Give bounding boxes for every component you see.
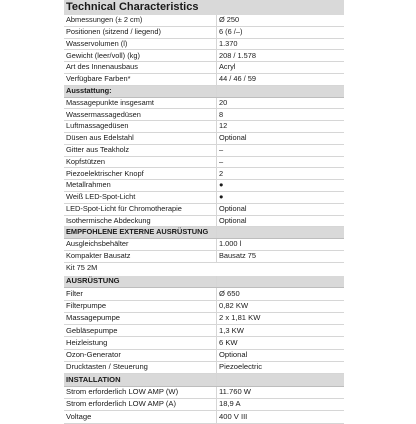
row-value: 12 xyxy=(217,121,345,133)
table-row xyxy=(64,203,344,215)
row-label: Heizleistung xyxy=(64,337,217,349)
row-value: – xyxy=(217,156,345,168)
row-label: Positionen (sitzend / liegend) xyxy=(64,26,217,38)
row-value: 400 V III xyxy=(217,411,345,423)
row-value: 1.000 l xyxy=(217,239,345,251)
section-title: EMPFOHLENE EXTERNE AUSRÜSTUNG xyxy=(64,227,217,239)
table-row xyxy=(64,168,344,180)
row-label: Isothermische Abdeckung xyxy=(64,215,217,227)
row-value: Optional xyxy=(217,132,345,144)
row-value: Optional xyxy=(217,203,345,215)
row-value: 2 xyxy=(217,168,345,180)
row-label: Abmessungen (± 2 cm) xyxy=(64,15,217,26)
table-row xyxy=(64,250,344,262)
kit-label: Kit 75 2M xyxy=(66,263,98,272)
table-row xyxy=(64,398,344,410)
table-row xyxy=(64,215,344,227)
row-value: Ø 250 xyxy=(217,15,345,26)
row-value: 6 (6 /–) xyxy=(217,26,345,38)
table-row xyxy=(64,62,344,74)
section-header-row xyxy=(64,227,344,239)
row-value: Acryl xyxy=(217,62,345,74)
row-value: 0,82 KW xyxy=(217,300,345,312)
row-value: 8 xyxy=(217,109,345,121)
table-row xyxy=(64,325,344,337)
section-header-row xyxy=(64,374,344,386)
row-value: 1,3 KW xyxy=(217,325,345,337)
row-value xyxy=(217,85,345,97)
row-label: Voltage xyxy=(64,411,217,423)
row-label: Strom erforderlich LOW AMP (W) xyxy=(64,386,217,398)
row-label: LED-Spot-Licht für Chromotherapie xyxy=(64,203,217,215)
row-value: Piezoelectric xyxy=(217,362,345,374)
section-header-row xyxy=(64,276,344,288)
section-title: Ausstattung: xyxy=(64,85,217,97)
row-label: Massagepumpe xyxy=(64,312,217,324)
table-row xyxy=(64,191,344,203)
table-row xyxy=(64,38,344,50)
section-header-row xyxy=(64,85,344,97)
table-row xyxy=(64,362,344,374)
table-row xyxy=(64,26,344,38)
row-label: Filter xyxy=(64,288,217,300)
row-label: Massagepunkte insgesamt xyxy=(64,97,217,109)
table-row xyxy=(64,144,344,156)
table-row xyxy=(64,239,344,251)
row-label: Düsen aus Edelstahl xyxy=(64,132,217,144)
table-row xyxy=(64,337,344,349)
row-label: Weiß LED-Spot-Licht xyxy=(64,191,217,203)
table-row xyxy=(64,50,344,62)
table-row xyxy=(64,73,344,85)
row-label: Piezoelektrischer Knopf xyxy=(64,168,217,180)
table-row xyxy=(64,288,344,300)
row-value: 1.370 xyxy=(217,38,345,50)
row-value: 2 x 1,81 KW xyxy=(217,312,345,324)
row-value: 20 xyxy=(217,97,345,109)
row-label: Wassermassagedüsen xyxy=(64,109,217,121)
characteristics-table xyxy=(64,15,344,263)
row-value: Ø 650 xyxy=(217,288,345,300)
row-label: Luftmassagedüsen xyxy=(64,121,217,133)
row-value: 11.760 W xyxy=(217,386,345,398)
table-row xyxy=(64,180,344,192)
table-row xyxy=(64,132,344,144)
equipment-table xyxy=(64,276,344,424)
table-row xyxy=(64,386,344,398)
row-value: 44 / 46 / 59 xyxy=(217,73,345,85)
row-label: Art des Innenausbaus xyxy=(64,62,217,74)
table-row xyxy=(64,156,344,168)
table-row xyxy=(64,300,344,312)
row-label: Filterpumpe xyxy=(64,300,217,312)
row-value xyxy=(217,227,345,239)
row-value: 6 KW xyxy=(217,337,345,349)
section-title: AUSRÜSTUNG xyxy=(64,276,217,288)
page-title: Technical Characteristics xyxy=(64,0,344,15)
row-value: Bausatz 75 xyxy=(217,250,345,262)
table-row xyxy=(64,411,344,423)
row-label: Kompakter Bausatz xyxy=(64,250,217,262)
table-row xyxy=(64,15,344,26)
row-value xyxy=(217,374,345,386)
row-value: ● xyxy=(217,191,345,203)
table-row xyxy=(64,109,344,121)
table-row xyxy=(64,97,344,109)
table-row xyxy=(64,312,344,324)
row-value: Optional xyxy=(217,215,345,227)
row-value xyxy=(217,276,345,288)
row-value: Optional xyxy=(217,349,345,361)
row-label: Kopfstützen xyxy=(64,156,217,168)
row-label: Metallrahmen xyxy=(64,180,217,192)
row-label: Ausgleichsbehälter xyxy=(64,239,217,251)
row-value: 18,9 A xyxy=(217,398,345,410)
row-value: ● xyxy=(217,180,345,192)
section-title: INSTALLATION xyxy=(64,374,217,386)
table-row xyxy=(64,349,344,361)
row-label: Strom erforderlich LOW AMP (A) xyxy=(64,398,217,410)
row-label: Drucktasten / Steuerung xyxy=(64,362,217,374)
row-value: 208 / 1.578 xyxy=(217,50,345,62)
table-row xyxy=(64,121,344,133)
row-label: Gewicht (leer/voll) (kg) xyxy=(64,50,217,62)
row-label: Ozon-Generator xyxy=(64,349,217,361)
row-label: Gebläsepumpe xyxy=(64,325,217,337)
row-value: – xyxy=(217,144,345,156)
row-label: Verfügbare Farben* xyxy=(64,73,217,85)
row-label: Wasservolumen (l) xyxy=(64,38,217,50)
row-label: Gitter aus Teakholz xyxy=(64,144,217,156)
